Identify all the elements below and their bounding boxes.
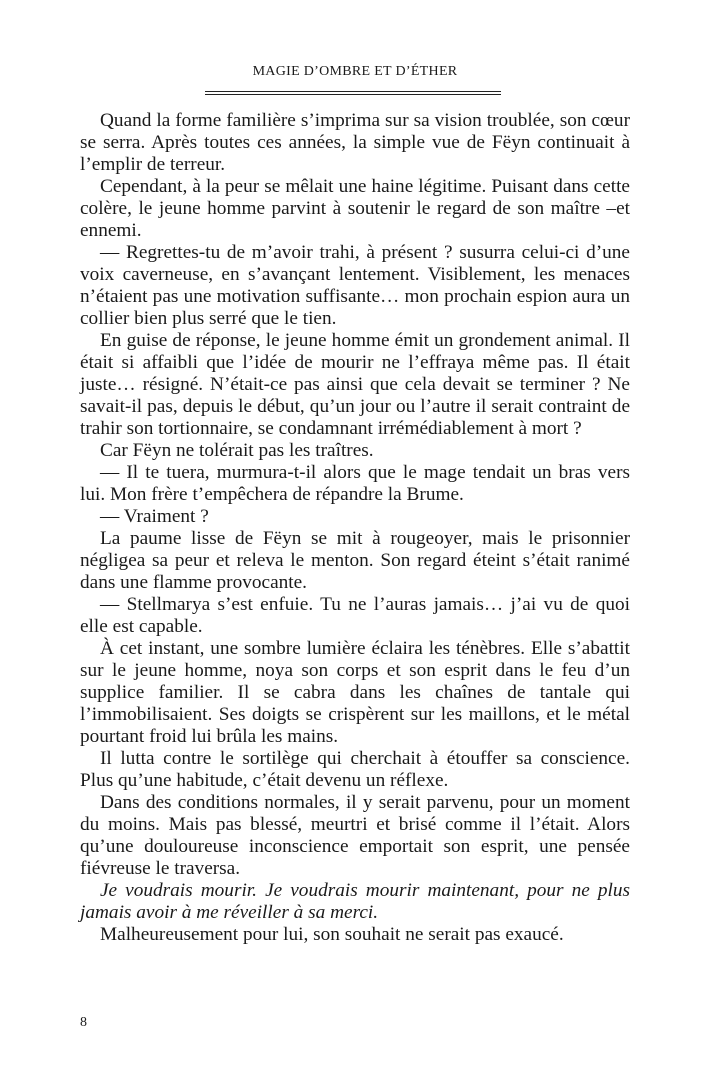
paragraph: — Regrettes-tu de m’avoir trahi, à présent ? susurra celui-ci d’une voix caverneuse, en s’avançant lentement. Visiblement, les menaces n’étaient pas une motivation suffisante… mon prochain espion aura un collier bien plus serré que le tien. [80, 242, 630, 329]
header-rule-top [205, 91, 501, 92]
paragraph: Dans des conditions normales, il y serait parvenu, pour un moment du moins. Mais pas blessé, meurtri et brisé comme il l’était. Alors qu’une douloureuse inconscience emportait son esprit, une pensée fiévreuse le traversa. [80, 792, 630, 879]
paragraph: Quand la forme familière s’imprima sur sa vision troublée, son cœur se serra. Après toutes ces années, la simple vue de Fëyn continuait à l’emplir de terreur. [80, 110, 630, 175]
running-header: MAGIE D’OMBRE ET D’ÉTHER [252, 64, 458, 79]
paragraph: En guise de réponse, le jeune homme émit un grondement animal. Il était si affaibli que l’idée de mourir ne l’effraya même pas. Il était juste… résigné. N’était-ce pas ainsi que cela devait se terminer ? Ne savait-il pas, depuis le début, qu’un jour ou l’autre il serait contraint de trahir son tortionnaire, se condamnant irrémédiablement à mort ? [80, 330, 630, 439]
paragraph: À cet instant, une sombre lumière éclaira les ténèbres. Elle s’abattit sur le jeune homme, noya son corps et son esprit dans le feu d’un supplice familier. Il se cabra dans les chaînes de tantale qui l’immobilisaient. Ses doigts se crispèrent sur les maillons, et le métal pourtant froid lui brûla les mains. [80, 638, 630, 747]
paragraph: La paume lisse de Fëyn se mit à rougeoyer, mais le prisonnier négligea sa peur et releva le menton. Son regard éteint s’était ranimé dans une flamme provocante. [80, 528, 630, 593]
paragraph: — Il te tuera, murmura-t-il alors que le mage tendait un bras vers lui. Mon frère t’empêchera de répandre la Brume. [80, 462, 630, 505]
page-number: 8 [80, 1015, 87, 1030]
paragraph: Il lutta contre le sortilège qui cherchait à étouffer sa conscience. Plus qu’une habitude, c’était devenu un réflexe. [80, 748, 630, 791]
italic-thought-paragraph: Je voudrais mourir. Je voudrais mourir maintenant, pour ne plus jamais avoir à me réveiller à sa merci. [80, 880, 630, 923]
body-text [80, 110, 630, 946]
paragraph: — Vraiment ? [100, 506, 209, 527]
paragraph: — Stellmarya s’est enfuie. Tu ne l’auras jamais… j’ai vu de quoi elle est capable. [80, 594, 630, 637]
paragraph: Malheureusement pour lui, son souhait ne serait pas exaucé. [100, 924, 564, 945]
header-rule-bottom [205, 94, 501, 95]
paragraph: Car Fëyn ne tolérait pas les traîtres. [100, 440, 374, 461]
paragraph: Cependant, à la peur se mêlait une haine légitime. Puisant dans cette colère, le jeune homme parvint à soutenir le regard de son maître –et ennemi. [80, 176, 630, 241]
